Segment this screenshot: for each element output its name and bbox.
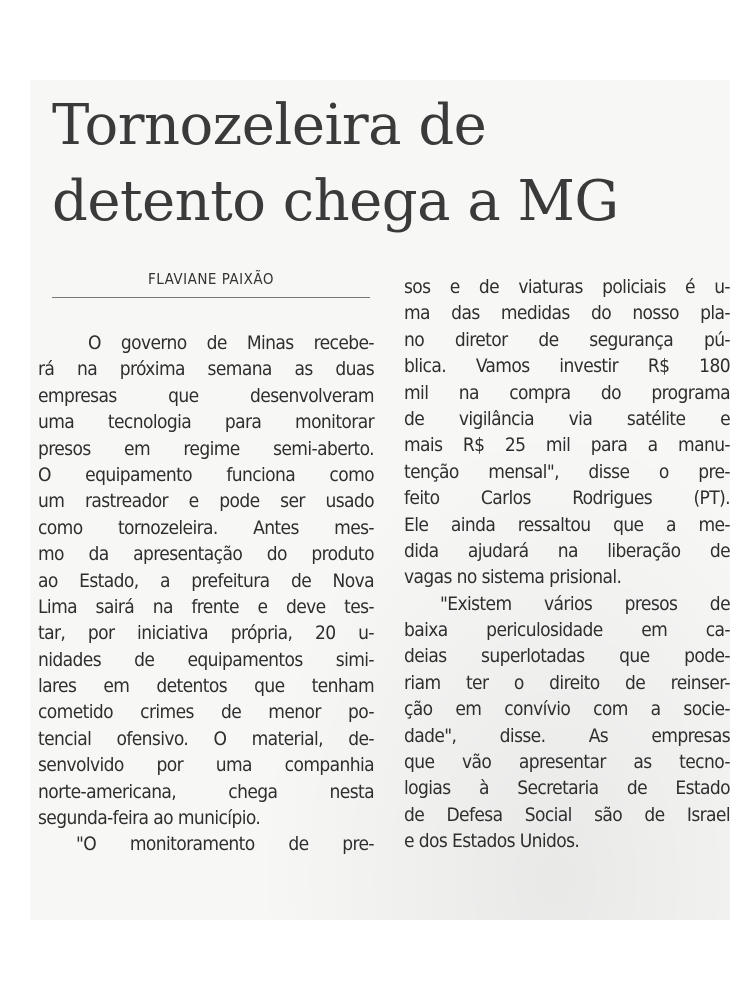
text-line: nidades de equipamentos simi- <box>38 648 374 671</box>
text-line: "O monitoramento de pre- <box>76 833 374 856</box>
right-column <box>404 274 730 855</box>
text-line: Ele ainda ressaltou que a me- <box>404 513 730 536</box>
text-line: mo da apresentação do produto <box>38 543 374 566</box>
text-line: rá na próxima semana as duas <box>38 358 374 381</box>
left-column <box>38 330 374 858</box>
text-line: lares em detentos que tenham <box>38 675 374 698</box>
text-line: de Defesa Social são de Israel <box>404 803 730 826</box>
text-line: um rastreador e pode ser usado <box>38 490 374 513</box>
text-line: ao Estado, a prefeitura de Nova <box>38 569 374 592</box>
text-line: senvolvido por uma companhia <box>38 754 374 777</box>
text-line: como tornozeleira. Antes mes- <box>38 516 374 539</box>
text-line: Lima sairá na frente e deve tes- <box>38 595 374 618</box>
text-line: O equipamento funciona como <box>38 463 374 486</box>
text-line: tenção mensal", disse o pre- <box>404 460 730 483</box>
text-line: riam ter o direito de reinser- <box>404 671 730 694</box>
text-line: ção em convívio com a socie- <box>404 698 730 721</box>
text-line: que vão apresentar as tecno- <box>404 751 730 774</box>
text-line: presos em regime semi-aberto. <box>38 437 374 460</box>
text-line: baixa periculosidade em ca- <box>404 619 730 642</box>
byline: FLAVIANE PAIXÃO <box>148 270 274 288</box>
text-line: de vigilância via satélite e <box>404 407 730 430</box>
text-line: empresas que desenvolveram <box>38 384 374 407</box>
text-line: cometido crimes de menor po- <box>38 701 374 724</box>
text-line: tencial ofensivo. O material, de- <box>38 727 374 750</box>
text-line: tar, por iniciativa própria, 20 u- <box>38 622 374 645</box>
text-line: dida ajudará na liberação de <box>404 539 730 562</box>
headline-line: detento chega a MG <box>52 169 619 234</box>
text-line: no diretor de segurança pú- <box>404 328 730 351</box>
text-line: blica. Vamos investir R$ 180 <box>404 355 730 378</box>
text-line: vagas no sistema prisional. <box>404 566 622 589</box>
text-line: sos e de viaturas policiais é u- <box>404 276 730 298</box>
text-line: mil na compra do programa <box>404 381 730 404</box>
text-line: feito Carlos Rodrigues (PT). <box>404 487 730 510</box>
text-line: O governo de Minas recebe- <box>88 332 374 354</box>
headline-line: Tornozeleira de <box>52 93 487 158</box>
byline-rule <box>52 297 370 298</box>
text-line: uma tecnologia para monitorar <box>38 411 374 434</box>
text-line: "Existem vários presos de <box>440 592 730 615</box>
text-line: dade", disse. As empresas <box>404 724 730 747</box>
text-line: logias à Secretaria de Estado <box>404 777 730 800</box>
text-line: deias superlotadas que pode- <box>404 645 730 668</box>
headline <box>52 88 732 240</box>
text-line: e dos Estados Unidos. <box>404 830 580 853</box>
text-line: segunda-feira ao município. <box>38 807 261 830</box>
text-line: mais R$ 25 mil para a manu- <box>404 434 730 457</box>
text-line: norte-americana, chega nesta <box>38 780 374 803</box>
text-line: ma das medidas do nosso pla- <box>404 302 730 325</box>
